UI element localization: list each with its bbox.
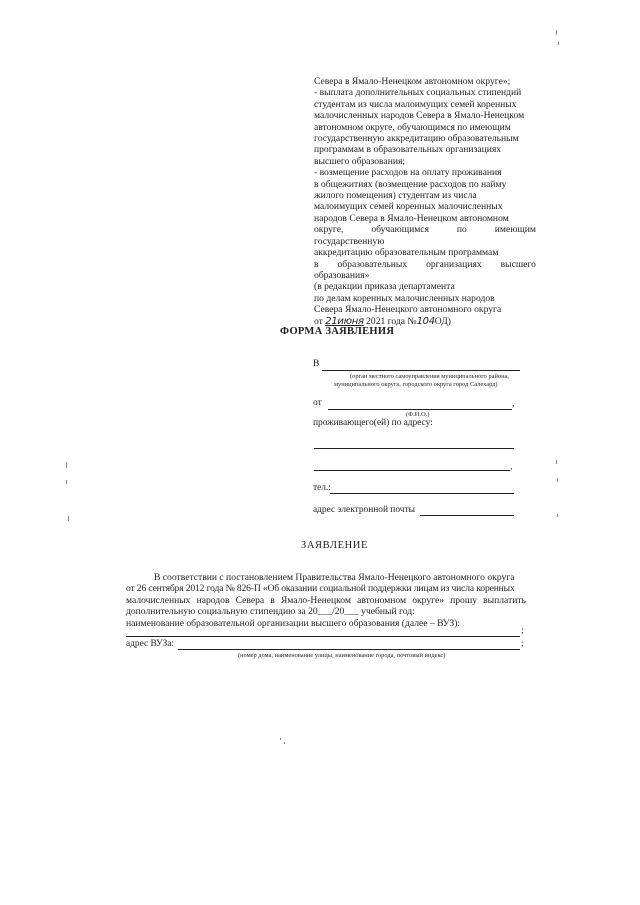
header-line: народов Севера в Ямало-Ненецком автономном — [314, 212, 509, 224]
header-line: - возмещение расходов на оплату проживания — [314, 167, 502, 179]
header-line: студентам из числа малоимущих семей коренных — [314, 98, 517, 110]
phone-field[interactable] — [330, 493, 514, 494]
header-line: аккредитацию образовательным программам — [314, 247, 499, 259]
scan-speck — [557, 478, 558, 482]
header-line: жилого помещения) студентам из числа — [314, 190, 477, 202]
header-line: Севера Ямало-Ненецкого автономного округа — [314, 304, 502, 316]
scan-speck — [556, 460, 557, 464]
semicolon: ; — [521, 639, 524, 649]
from-prefix: от — [313, 398, 322, 408]
scan-speck — [558, 42, 559, 45]
header-justified-line: в образовательных организациях высшего — [314, 258, 536, 270]
header-line: программам в образовательных организациях — [314, 144, 502, 156]
statement-line: наименование образовательной организации высшего образования (далее – ВУЗ): — [126, 617, 461, 629]
scan-speck — [284, 742, 285, 744]
header-line: малочисленных народов Севера в Ямало-Ненецком — [314, 110, 525, 122]
vuz-address-caption: (номер дома, наименование улицы, наименование города, почтовый индекс) — [238, 652, 446, 659]
header-line: государственную — [314, 235, 385, 247]
address-suffix: , — [510, 462, 513, 472]
header-line: - выплата дополнительных социальных стипендий — [314, 87, 522, 99]
scan-speck — [557, 514, 558, 517]
form-title: ФОРМА ЗАЯВЛЕНИЯ — [280, 326, 395, 337]
handwritten-date: 21июня — [325, 315, 364, 327]
header-line: образования» — [314, 269, 370, 281]
to-authority-field[interactable] — [322, 370, 520, 371]
to-caption-2: муниципального округа, городского округа город Салехард) — [334, 381, 498, 388]
statement-line: от 26 сентября 2012 года № 826-П «Об оказании социальной поддержки лицам из числа коренных — [126, 583, 515, 595]
vuz-address-label: адрес ВУЗа: — [126, 639, 174, 649]
header-line: по делам коренных малочисленных народов — [314, 292, 495, 304]
residing-label: проживающего(ей) по адресу: — [313, 418, 433, 428]
phone-label: тел.: — [313, 483, 331, 493]
statement-line: В соответствии с постановлением Правительства Ямало-Ненецкого автономного округа — [154, 572, 515, 583]
semicolon: ; — [521, 626, 524, 636]
header-justified-line: округе, обучающимся по имеющим — [314, 224, 536, 236]
order-date-line: от 21июня 2021 года №104ОД) — [314, 315, 451, 327]
address-field-1[interactable] — [314, 448, 514, 449]
statement-title: ЗАЯВЛЕНИЕ — [301, 540, 368, 551]
to-prefix: В — [313, 359, 320, 369]
scan-speck — [66, 462, 67, 468]
header-line: малоимущих семей коренных малочисленных — [314, 201, 503, 213]
header-line: высшего образования; — [314, 155, 406, 167]
scan-speck — [280, 738, 281, 740]
from-suffix: , — [512, 399, 515, 409]
vuz-name-field[interactable] — [126, 636, 520, 637]
scan-speck — [66, 480, 67, 484]
statement-line: дополнительную социальную стипендию за 20___/20___ учебный год: — [126, 606, 415, 618]
header-line: автономном округе, обучающимся по имеющим — [314, 121, 511, 133]
vuz-address-field[interactable] — [178, 649, 520, 650]
statement-justified-line: малочисленных народов Севера в Ямало-Ненецком автономном округе» прошу выплатить — [126, 594, 526, 606]
header-reference-block — [314, 76, 536, 327]
header-line: (в редакции приказа департамента — [314, 281, 455, 293]
email-field[interactable] — [420, 515, 514, 516]
to-caption-1: (орган местного самоуправления муниципального района, — [350, 373, 509, 380]
header-line: в общежитиях (возмещение расходов по найму — [314, 178, 507, 190]
scan-speck — [556, 30, 557, 35]
email-label: адрес электронной почты — [313, 505, 415, 515]
header-line: Севера в Ямало-Ненецком автономном округе»; — [314, 76, 511, 87]
header-line: государственную аккредитацию образовательным — [314, 133, 519, 145]
fio-caption: (Ф.И.О.) — [406, 411, 430, 418]
statement-body — [126, 572, 526, 629]
from-fio-field[interactable] — [328, 409, 512, 410]
scan-speck — [68, 516, 69, 521]
address-field-2[interactable] — [314, 470, 510, 471]
handwritten-order-number: 104 — [416, 315, 435, 327]
